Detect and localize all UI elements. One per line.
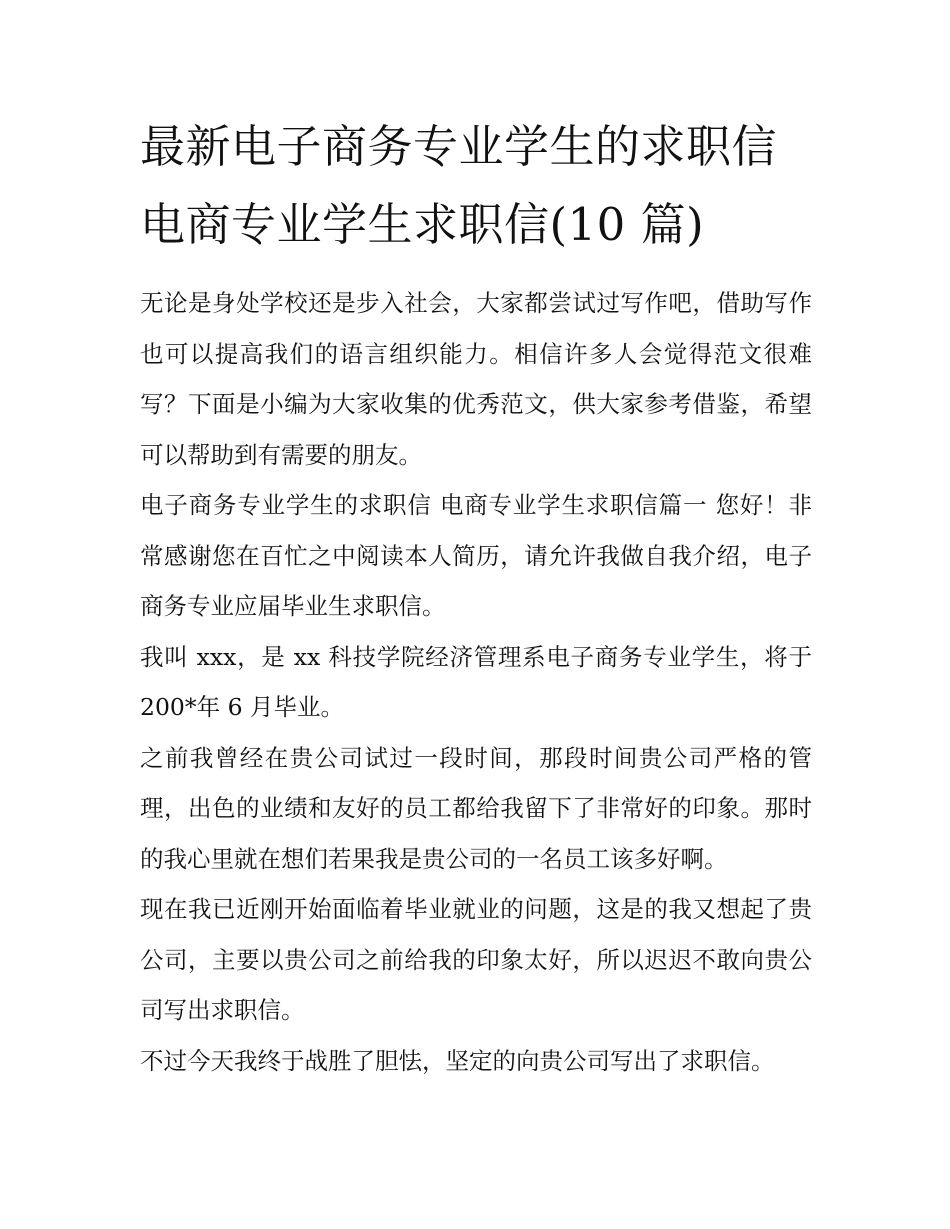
paragraph-courage: 不过今天我终于战胜了胆怯，坚定的向贵公司写出了求职信。 [140,1046,775,1075]
paragraph-intro: 无论是身处学校还是步入社会，大家都尝试过写作吧，借助写作也可以提高我们的语言组织能力。相信许多人会觉得范文很难写？下面是小编为大家收集的优秀范文，供大家参考借鉴，希望可以帮助到有需要的朋友。 [140,289,812,469]
document-title: 最新电子商务专业学生的求职信 电商专业学生求职信(10 篇) [140,120,778,251]
paragraph-self-intro: 我叫 xxx，是 xx 科技学院经济管理系电子商务专业学生，将于 200*年 6 月毕业。 [140,642,812,721]
paragraph-greeting: 电子商务专业学生的求职信 电商专业学生求职信篇一 您好！非常感谢您在百忙之中阅读本人简历，请允许我做自我介绍，电子商务专业应届毕业生求职信。 [140,491,812,620]
document-body [140,108,812,1086]
paragraph-impression: 之前我曾经在贵公司试过一段时间，那段时间贵公司严格的管理，出色的业绩和友好的员工都给我留下了非常好的印象。那时的我心里就在想们若果我是贵公司的一名员工该多好啊。 [140,743,812,873]
paragraph-graduation: 现在我已近刚开始面临着毕业就业的问题，这是的我又想起了贵公司，主要以贵公司之前给我的印象太好，所以迟迟不敢向贵公司写出求职信。 [140,895,812,1024]
